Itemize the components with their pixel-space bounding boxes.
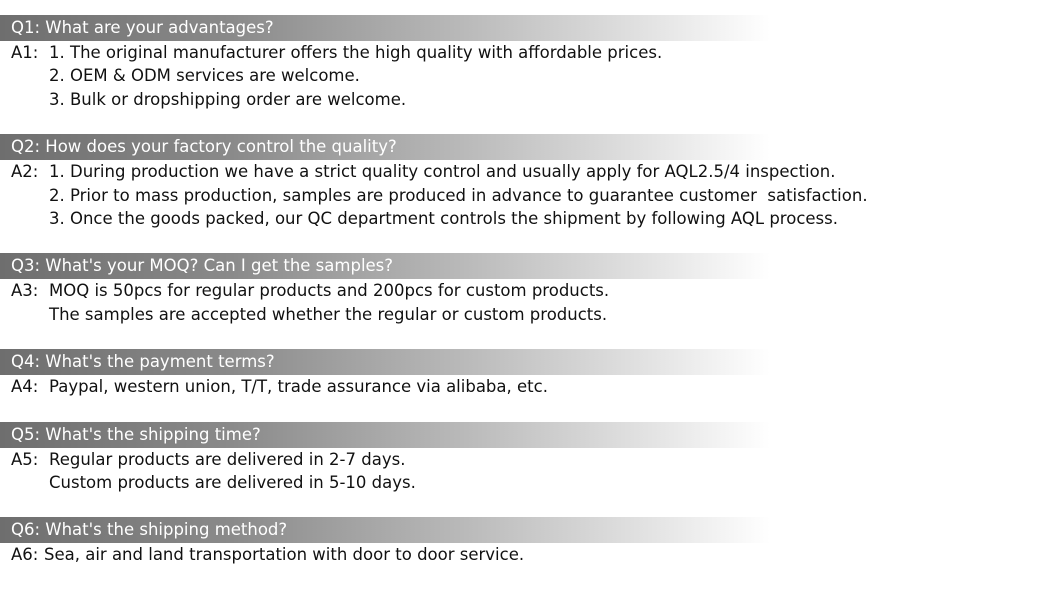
question-3: Q3: What's your MOQ? Can I get the samples? xyxy=(0,253,770,279)
faq-item-2 xyxy=(0,134,1056,230)
faq-list xyxy=(0,15,1056,567)
question-5: Q5: What's the shipping time? xyxy=(0,422,770,448)
faq-item-4 xyxy=(0,349,1056,398)
answer-1-line-1: 1. The original manufacturer offers the high quality with affordable prices. xyxy=(49,43,663,62)
faq-item-6 xyxy=(0,517,1056,566)
answer-lines-6 xyxy=(44,543,524,566)
answer-label-2: A2: xyxy=(11,162,39,182)
answer-label-4: A4: xyxy=(11,377,39,397)
answer-2 xyxy=(0,160,1056,230)
answer-label-1: A1: xyxy=(11,43,39,62)
answer-2-line-3: 3. Once the goods packed, our QC department controls the shipment by following AQL process. xyxy=(49,209,838,229)
answer-3-line-1: MOQ is 50pcs for regular products and 200pcs for custom products. xyxy=(49,281,610,301)
faq-item-3 xyxy=(0,253,1056,326)
answer-lines-2 xyxy=(49,160,868,230)
answer-3 xyxy=(0,279,1056,326)
answer-6-line-1: Sea, air and land transportation with door to door service. xyxy=(44,545,525,565)
answer-lines-5 xyxy=(49,448,416,495)
answer-5 xyxy=(0,448,1056,495)
answer-5-line-1: Regular products are delivered in 2-7 days. xyxy=(49,449,406,469)
answer-label-5: A5: xyxy=(11,449,39,469)
question-4: Q4: What's the payment terms? xyxy=(0,349,770,375)
answer-1-line-3: 3. Bulk or dropshipping order are welcome. xyxy=(49,89,407,109)
faq-item-1 xyxy=(0,15,1056,111)
answer-6 xyxy=(0,543,1056,566)
faq-item-5 xyxy=(0,422,1056,495)
answer-2-line-1: 1. During production we have a strict quality control and usually apply for AQL2.5/4 inspection. xyxy=(49,162,836,182)
answer-label-3: A3: xyxy=(11,281,39,301)
answer-2-line-2: 2. Prior to mass production, samples are produced in advance to guarantee customer satisfaction. xyxy=(49,185,868,205)
question-1: Q1: What are your advantages? xyxy=(0,15,770,41)
answer-lines-1 xyxy=(49,41,662,111)
answer-1-line-2: 2. OEM & ODM services are welcome. xyxy=(49,66,360,86)
answer-4-line-1: Paypal, western union, T/T, trade assurance via alibaba, etc. xyxy=(49,377,548,397)
answer-lines-3 xyxy=(49,279,609,326)
answer-5-line-2: Custom products are delivered in 5-10 days. xyxy=(49,473,416,493)
question-2: Q2: How does your factory control the quality? xyxy=(0,134,770,160)
answer-label-6: A6: xyxy=(11,545,39,565)
answer-4 xyxy=(0,375,1056,398)
answer-3-line-2: The samples are accepted whether the regular or custom products. xyxy=(49,304,608,324)
answer-lines-4 xyxy=(49,375,548,398)
question-6: Q6: What's the shipping method? xyxy=(0,517,770,543)
answer-1 xyxy=(0,41,1056,111)
